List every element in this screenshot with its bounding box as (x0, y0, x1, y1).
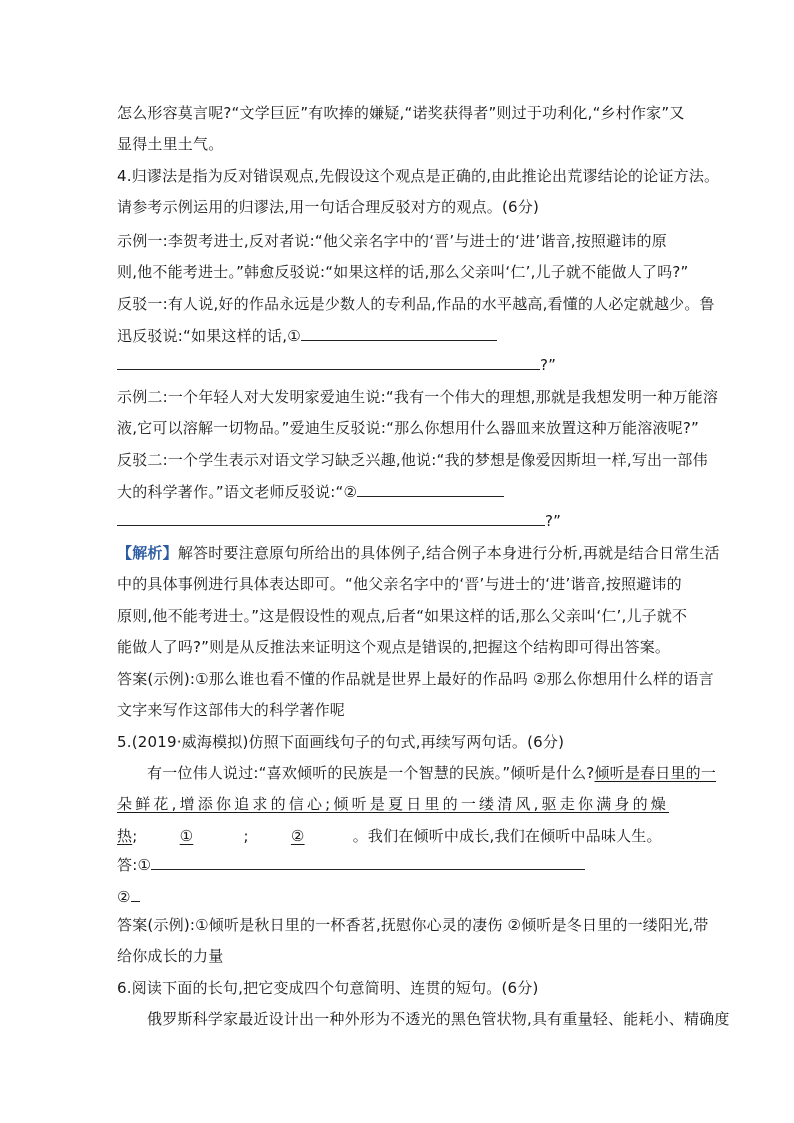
passage-text: 有一位伟人说过:“喜欢倾听的民族是一个智慧的民族。”倾听是什么? (147, 764, 595, 782)
rebuttal-2-line (117, 481, 504, 502)
fill-blank-2[interactable]: ② (290, 827, 305, 845)
answer-blank-1-continued[interactable] (117, 354, 540, 370)
rebuttal-1-end: ?” (540, 356, 557, 374)
answer-5-blank-2[interactable] (131, 886, 140, 902)
passage-text: 。我们在倾听中成长,我们在倾听中品味人生。 (352, 827, 662, 845)
analysis-tag: 【解析】 (117, 544, 178, 562)
separator: ; (132, 827, 138, 845)
question-5-passage-line (117, 826, 662, 846)
answer-5-line: 给你成长的力量 (117, 947, 224, 965)
analysis-line: 能做人了吗?”则是从反推法来证明这个观点是错误的,把握这个结构即可得出答案。 (117, 638, 671, 656)
answer-label: 答:① (117, 856, 152, 874)
answer-blank-2-continued[interactable] (117, 510, 545, 526)
answer-4-line: 答案(示例):①那么谁也看不懂的作品就是世界上最好的作品吗 ②那么你想用什么样的语言 (117, 670, 714, 688)
question-5-title: 5.(2019·威海模拟)仿照下面画线句子的句式,再续写两句话。(6分) (117, 733, 565, 751)
rebuttal-1-blank-line (117, 354, 556, 375)
example-1-line: 示例一:李贺考进士,反对者说:“他父亲名字中的‘晋’与进士的‘进’谐音,按照避讳的原 (117, 232, 667, 250)
analysis-line: 原则,他不能考进士。”这是假设性的观点,后者“如果这样的话,那么父亲叫‘仁’,儿子就不 (117, 607, 688, 625)
text-line: 显得土里土气。 (117, 135, 224, 153)
analysis-text: 解答时要注意原句所给出的具体例子,结合例子本身进行分析,再就是结合日常生活 (177, 544, 720, 562)
underlined-sentence-end: 热 (117, 827, 133, 845)
question-6-passage-line: 俄罗斯科学家最近设计出一种外形为不透光的黑色管状物,具有重量轻、能耗小、精确度 (147, 1010, 730, 1028)
answer-5-input-line (117, 886, 140, 907)
rebuttal-2-end: ?” (545, 512, 562, 530)
separator: ; (243, 827, 249, 845)
rebuttal-2-line: 反驳二:一个学生表示对语文学习缺乏兴趣,他说:“我的梦想是像爱因斯坦一样,写出一部伟 (117, 451, 708, 469)
rebuttal-1-prompt: 迅反驳说:“如果这样的话,① (117, 327, 301, 345)
rebuttal-2-prompt: 大的科学著作。”语文老师反驳说:“② (117, 483, 358, 501)
rebuttal-2-blank-line (117, 510, 561, 531)
underlined-sentence: 倾听是春日里的一 (594, 764, 717, 782)
answer-5-blank-1[interactable] (151, 854, 585, 870)
answer-blank-2[interactable] (357, 481, 504, 497)
example-2-line: 示例二:一个年轻人对大发明家爱迪生说:“我有一个伟大的理想,那就是我想发明一种万能溶 (117, 388, 719, 406)
answer-blank-1[interactable] (301, 325, 497, 341)
question-6-title: 6.阅读下面的长句,把它变成四个句意简明、连贯的短句。(6分) (117, 979, 539, 997)
answer-5-line: 答案(示例):①倾听是秋日里的一杯香茗,抚慰你心灵的凄伤 ②倾听是冬日里的一缕阳光,带 (117, 916, 709, 934)
analysis-line (117, 543, 720, 563)
rebuttal-1-line: 反驳一:有人说,好的作品永远是少数人的专利品,作品的水平越高,看懂的人必定就越少。鲁 (117, 295, 715, 313)
question-4-instruction: 请参考示例运用的归谬法,用一句话合理反驳对方的观点。(6分) (117, 198, 540, 216)
question-5-passage-line (147, 763, 716, 783)
underlined-sentence-line: 朵鲜花,增添你追求的信心;倾听是夏日里的一缕清风,驱走你满身的燥 (117, 795, 669, 813)
example-1-line: 则,他不能考进士。”韩愈反驳说:“如果这样的话,那么父亲叫‘仁’,儿子就不能做人了吗?” (117, 263, 689, 281)
example-2-line: 液,它可以溶解一切物品。”爱迪生反驳说:“那么你想用什么器皿来放置这种万能溶液呢?” (117, 419, 699, 437)
text-line: 怎么形容莫言呢?“文学巨匠”有吹捧的嫌疑,“诺奖获得者”则过于功利化,“乡村作家”又 (117, 104, 685, 122)
question-4-title: 4.归谬法是指为反对错误观点,先假设这个观点是正确的,由此推论出荒谬结论的论证方法。 (117, 167, 720, 185)
answer-5-input-line (117, 854, 585, 875)
answer-4-line: 文字来写作这部伟大的科学著作呢 (117, 701, 346, 719)
rebuttal-1-line (117, 325, 497, 346)
fill-blank-1[interactable]: ① (179, 827, 194, 845)
answer-label: ② (117, 888, 131, 906)
analysis-line: 中的具体事例进行具体表达即可。“他父亲名字中的‘晋’与进士的‘进’谐音,按照避讳的 (117, 575, 682, 593)
